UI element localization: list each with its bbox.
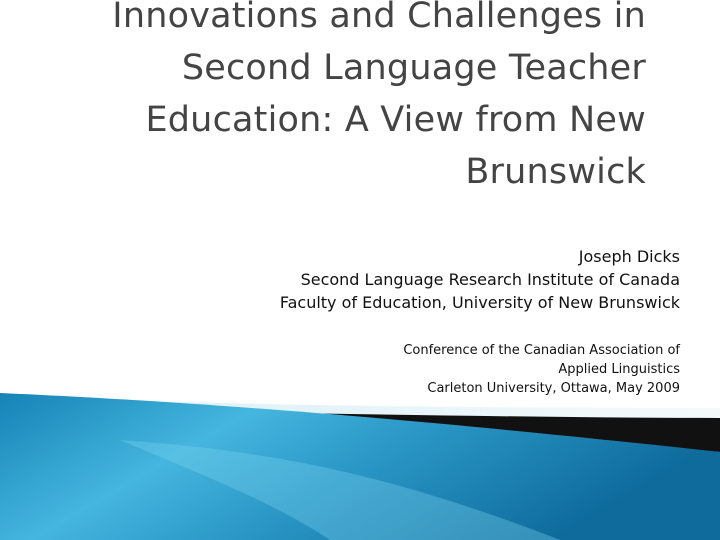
title-line: Education: A View from New [145, 100, 646, 140]
title-line: Second Language Teacher [181, 48, 646, 88]
author-affiliation: Faculty of Education, University of New Brunswick [279, 293, 680, 312]
conference-line: Applied Linguistics [558, 362, 680, 377]
author-name: Joseph Dicks [578, 247, 680, 266]
title-line: Innovations and Challenges in [112, 0, 646, 36]
slide-title [6, 0, 646, 198]
conference-line: Carleton University, Ottawa, May 2009 [427, 381, 680, 396]
author-block [60, 245, 680, 314]
author-affiliation: Second Language Research Institute of Canada [300, 270, 680, 289]
conference-block [60, 341, 680, 398]
conference-line: Conference of the Canadian Association of [403, 343, 680, 358]
title-line: Brunswick [465, 152, 646, 192]
